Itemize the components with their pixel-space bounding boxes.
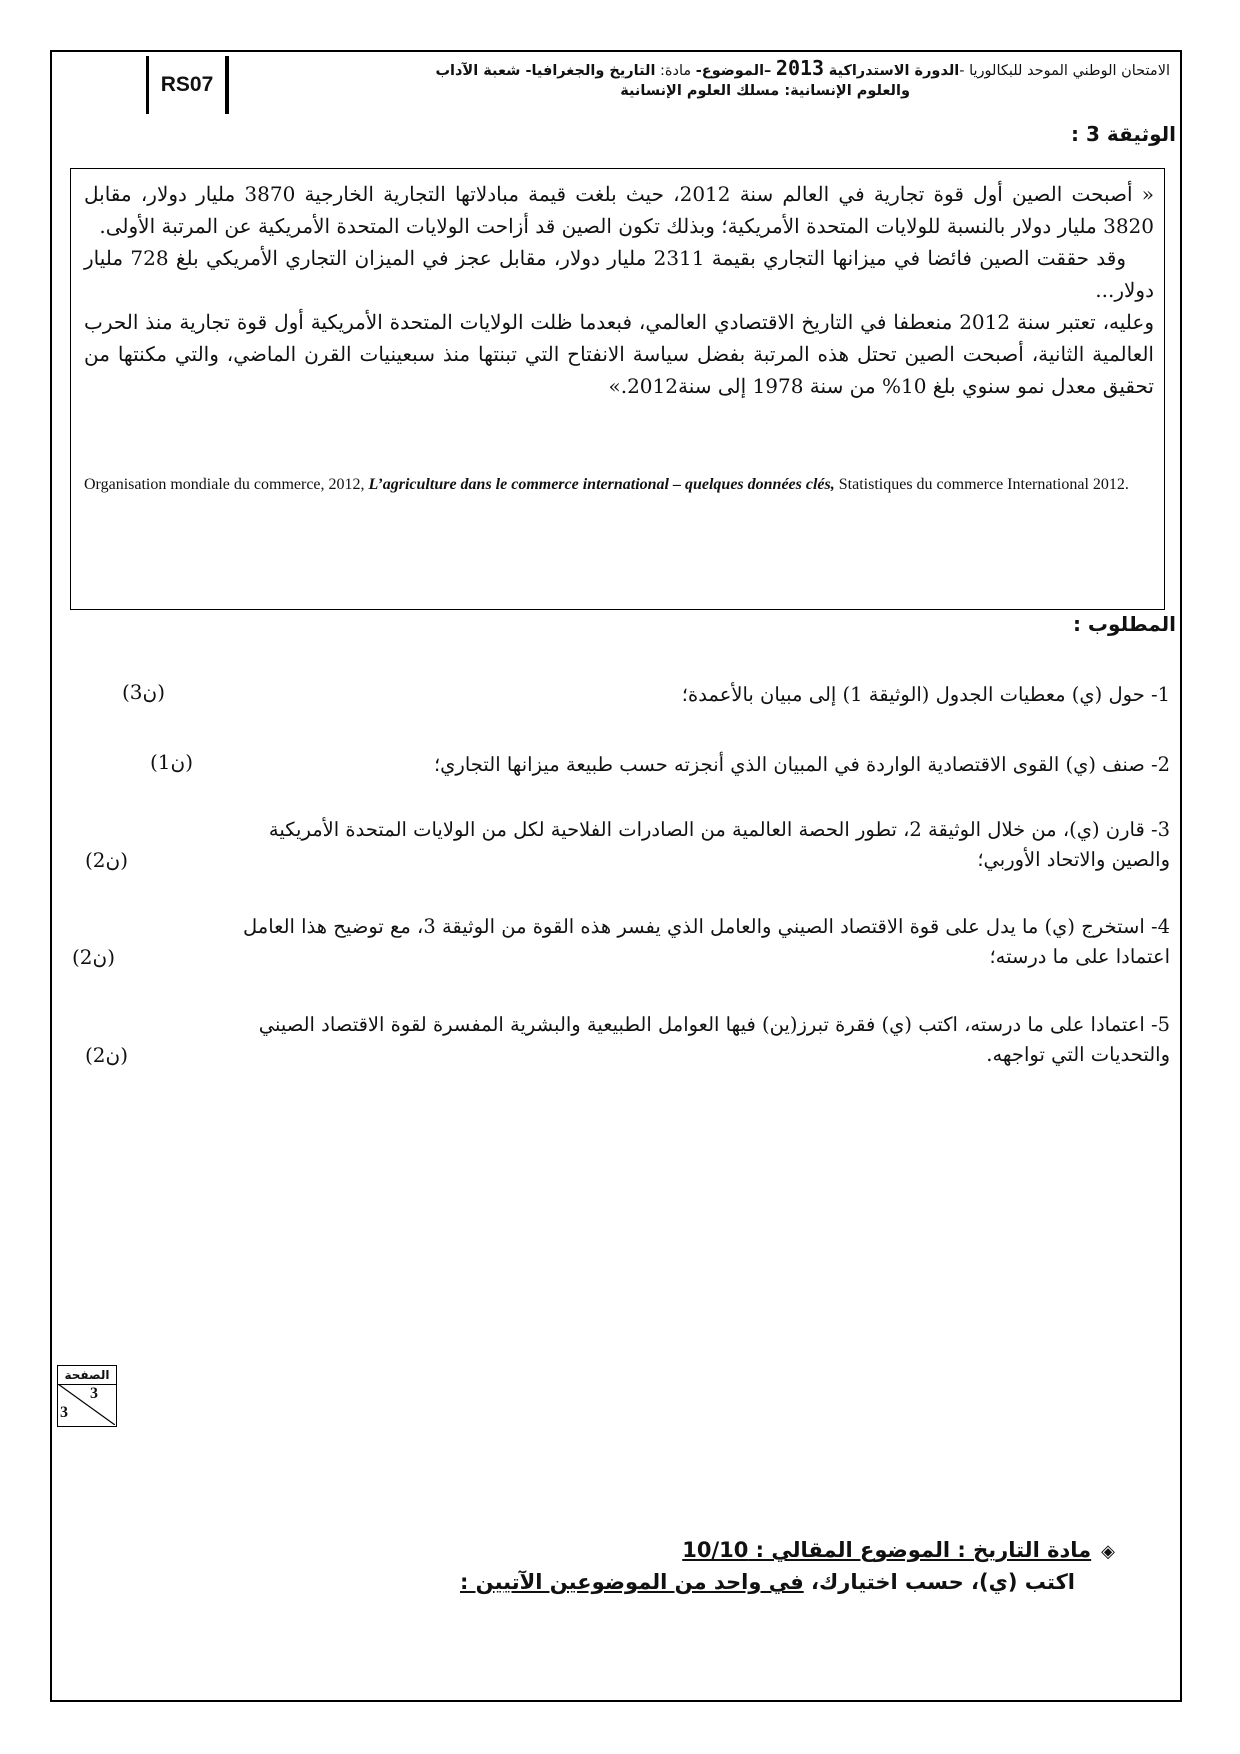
question-3: 3- قارن (ي)، من خلال الوثيقة 2، تطور الحصة العالمية من الصادرات الفلاحية لكل من الولايات المتحدة الأمريكية والصين والاتحاد الأوربي؛ [268, 818, 1170, 871]
question-4: 4- استخرج (ي) ما يدل على قوة الاقتصاد الصيني والعامل الذي يفسر هذه القوة من الوثيقة 3، مع توضيح هذا العامل اعتمادا على ما درسته؛ [243, 915, 1170, 968]
header-part: –الموضوع- [695, 63, 772, 79]
exam-code: RS07 [146, 56, 229, 114]
question-5-points: (2ن) [85, 1043, 129, 1067]
page-number-box [57, 1365, 117, 1427]
exam-header [250, 58, 1170, 101]
header-year: 2013 [775, 56, 825, 80]
quote-paragraph-3: وعليه، تعتبر سنة 2012 منعطفا في التاريخ الاقتصادي العالمي، فبعدما ظلت الولايات المتحدة الأمريكية أول قوة تجارية منذ الحرب العالمية الثانية، أصبحت الصين تحتل هذه المرتبة بفضل سياسة الانفتاح التي تبنتها منذ سبعينيات القرن الماضي، والتي مكنتها من تحقيق معدل نمو سنوي بلغ 10% من سنة 1978 إلى سنة2012.» [84, 310, 1154, 398]
source-prefix: Organisation mondiale du commerce, 2012, [84, 476, 369, 493]
source-title: L’agriculture dans le commerce international – quelques données clés, [368, 476, 835, 493]
header-exam-name: الامتحان الوطني الموحد للبكالوريا - [959, 63, 1170, 79]
header-subject-label: مادة: [660, 63, 692, 79]
document-title: الوثيقة 3 : [1071, 122, 1176, 146]
history-instruction-part-1: اكتب (ي)، حسب اختيارك، [803, 1570, 1075, 1594]
history-instruction-part-2: في واحد من الموضوعين الآتيين : [459, 1570, 804, 1594]
question-4-points: (2ن) [72, 945, 116, 969]
source-suffix: Statistiques du commerce International 2012. [834, 476, 1129, 493]
question-2-points: (1ن) [150, 750, 194, 774]
page-total: 3 [60, 1404, 68, 1421]
question-5: 5- اعتمادا على ما درسته، اكتب (ي) فقرة تبرز(ين) فيها العوامل الطبيعية والبشرية المفسرة لقوة الاقتصاد الصيني والتحديات التي تواجهه. [258, 1013, 1170, 1066]
quote-paragraph-2: وقد حققت الصين فائضا في ميزانها التجاري بقيمة 2311 مليار دولار، مقابل عجز في الميزان التجاري الأمريكي بلغ 728 مليار دولار... [84, 246, 1154, 302]
page-label: الصفحة [58, 1366, 116, 1385]
history-instruction [460, 1570, 1075, 1594]
quote-paragraph-1: « أصبحت الصين أول قوة تجارية في العالم سنة 2012، حيث بلغت قيمة مبادلاتها التجارية الخارجية 3870 مليار دولار، مقابل 3820 مليار دولار بالنسبة للولايات المتحدة الأمريكية؛ وبذلك تكون الصين قد أزاحت الولايات المتحدة الأمريكية عن المرتبة الأولى. [84, 182, 1155, 238]
question-1-points: (3ن) [122, 680, 166, 704]
header-session: الدورة الاستدراكية [828, 63, 960, 79]
document-quote [84, 178, 1154, 402]
diamond-icon: ◈ [1101, 1541, 1115, 1562]
question-1: 1- حول (ي) معطيات الجدول (الوثيقة 1) إلى مبيان بالأعمدة؛ [681, 683, 1170, 706]
question-3-points: (2ن) [85, 848, 129, 872]
page-current: 3 [90, 1385, 98, 1402]
question-2: 2- صنف (ي) القوى الاقتصادية الواردة في المبيان الذي أنجزته حسب طبيعة ميزانها التجاري؛ [433, 753, 1170, 776]
required-title: المطلوب : [1072, 612, 1176, 636]
history-section-title [682, 1538, 1115, 1562]
document-source [84, 474, 1159, 495]
header-subject: التاريخ والجغرافيا- شعبة الآداب [435, 63, 656, 79]
header-line-2: والعلوم الإنسانية: مسلك العلوم الإنسانية [620, 83, 910, 99]
header-line-1 [250, 58, 1170, 81]
history-title-text: مادة التاريخ : الموضوع المقالي : 10/10 [682, 1538, 1092, 1562]
